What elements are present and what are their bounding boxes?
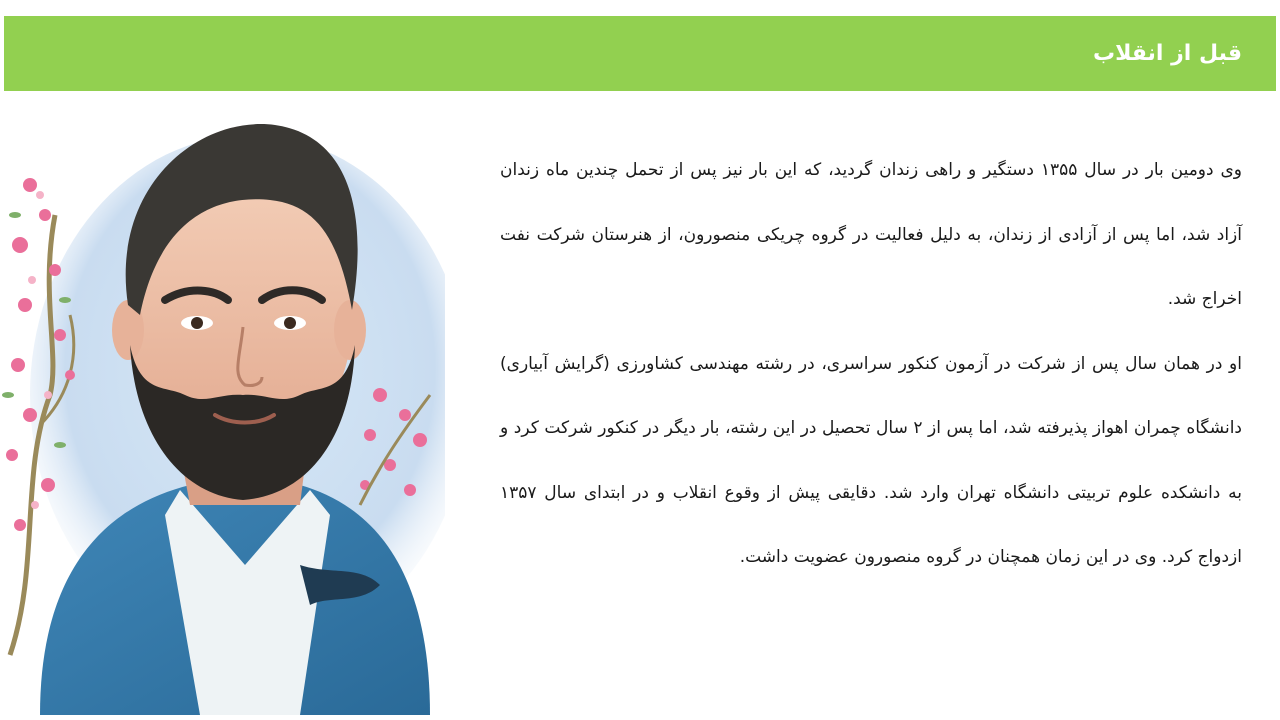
portrait-illustration xyxy=(0,95,445,715)
portrait-drawing xyxy=(0,95,445,715)
header-bar xyxy=(4,16,1276,91)
page-title: قبل از انقلاب xyxy=(1093,41,1242,66)
paragraph-2: او در همان سال پس از شرکت در آزمون کنکور سراسری، در رشته مهندسی کشاورزی (گرایش آبیاری) دانشگاه چمران اهواز پذیرفته شد، اما پس از ۲ سال تحصیل در این رشته، بار دیگر در کنکور شرکت کرد و به دانشکده علوم تربیتی دانشگاه تهران وارد شد. دقایقی پیش از وقوع انقلاب و در ابتدای سال ۱۳۵۷ ازدواج کرد. وی در این زمان همچنان در گروه منصورون عضویت داشت. xyxy=(500,353,1242,567)
paragraph-1: وی دومین بار در سال ۱۳۵۵ دستگیر و راهی زندان گردید، که این بار نیز پس از تحمل چندین ماه زندان آزاد شد، اما پس از آزادی از زندان، به دلیل فعالیت در گروه چریکی منصورون، از هنرستان شرکت نفت اخراج شد. xyxy=(500,160,1242,309)
biography-text xyxy=(500,138,1242,590)
